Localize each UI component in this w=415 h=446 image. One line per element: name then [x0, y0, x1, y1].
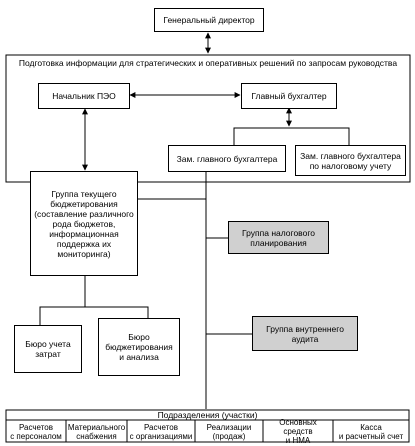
- peo-head-label: Начальник ПЭО: [52, 91, 116, 101]
- tax-planning-label: Группа налогового планирования: [242, 227, 315, 248]
- internal-audit-label: Группа внутреннего аудита: [266, 323, 344, 344]
- division-label: Расчетов с персоналом: [10, 422, 62, 441]
- division-cell[interactable]: [6, 421, 66, 442]
- chief-accountant-box[interactable]: [241, 83, 337, 109]
- peo-head-box[interactable]: [38, 83, 130, 109]
- division-label: Касса и расчетный счет: [338, 422, 404, 441]
- bureaus-bracket: [40, 276, 85, 325]
- cost-bureau-label: Бюро учета затрат: [25, 339, 71, 359]
- divisions-title: Подразделения (участки): [157, 410, 258, 420]
- strategic-group-label: Подготовка информации для стратегических и оперативных решений по запросам руководства: [18, 58, 398, 68]
- tax-planning-box[interactable]: [228, 221, 329, 254]
- ceo-box[interactable]: [154, 8, 264, 32]
- ceo-label: Генеральный директор: [163, 15, 255, 25]
- division-cell[interactable]: [127, 421, 195, 442]
- division-cell[interactable]: [263, 418, 333, 445]
- division-label: Основных средств и НМА: [279, 418, 317, 445]
- division-label: Расчетов с организациями: [129, 422, 193, 441]
- deputy-tax-box[interactable]: [295, 145, 406, 176]
- chief-accountant-label: Главный бухгалтер: [251, 91, 327, 101]
- division-label: Реализации (продаж): [206, 422, 252, 441]
- division-cell[interactable]: [66, 421, 127, 442]
- cost-bureau-box[interactable]: [14, 325, 82, 373]
- deputy-chief-accountant-box[interactable]: [168, 145, 286, 172]
- division-cell[interactable]: [333, 421, 409, 442]
- deputies-bracket: [234, 128, 349, 145]
- deputy-tax-label: Зам. главного бухгалтера по налоговому учету: [300, 150, 401, 171]
- internal-audit-box[interactable]: [252, 316, 358, 351]
- deputy-chief-accountant-label: Зам. главного бухгалтера: [176, 153, 278, 164]
- division-label: Материального снабжения: [67, 422, 126, 441]
- budgeting-group-box[interactable]: [30, 171, 138, 276]
- budget-bureau-box[interactable]: [98, 318, 180, 376]
- division-cell[interactable]: [195, 421, 263, 442]
- budgeting-group-label: Группа текущего бюджетирования (составление различного рода бюджетов, информационная поддержка их мониторинга): [34, 188, 134, 259]
- budget-bureau-label: Бюро бюджетирования и анализа: [105, 332, 173, 362]
